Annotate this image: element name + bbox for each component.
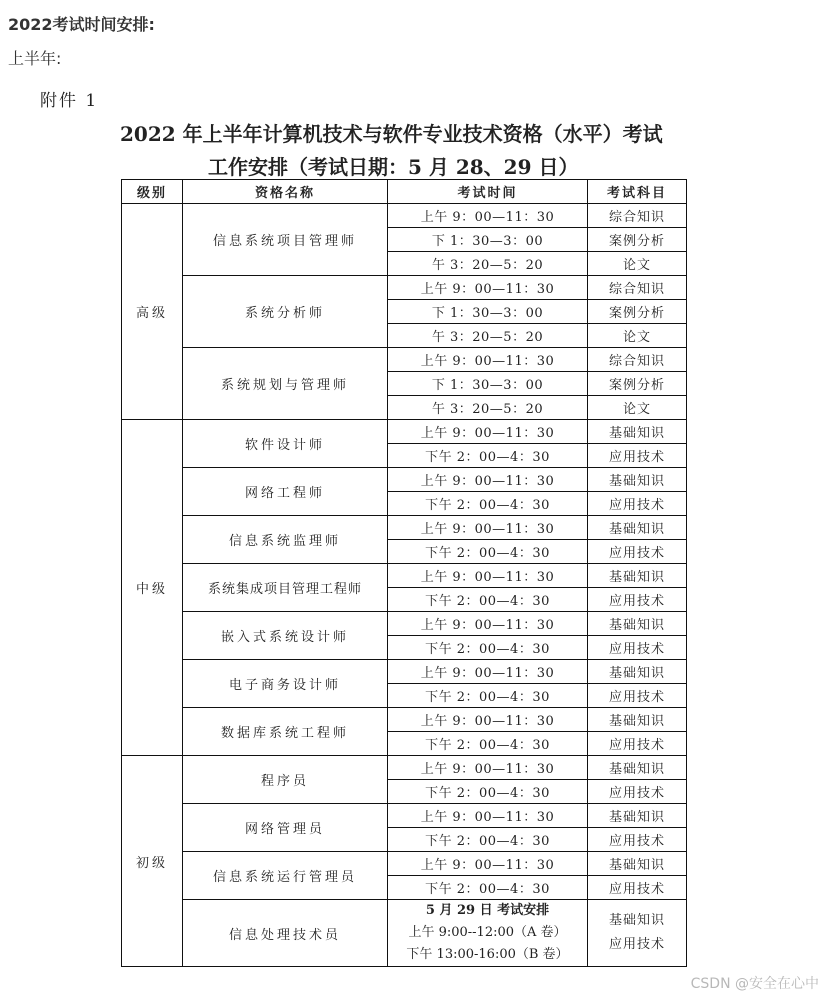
time-cell: 上午 9：00—11：30 xyxy=(388,348,588,372)
time-cell: 下 1：30—3：00 xyxy=(388,372,588,396)
time-cell: 上午 9：00—11：30 xyxy=(388,564,588,588)
table-header-row xyxy=(122,180,687,204)
qualification-cell: 数据库系统工程师 xyxy=(183,708,388,756)
level-cell-high: 高级 xyxy=(122,204,183,420)
subject-cell: 应用技术 xyxy=(588,780,687,804)
time-cell: 上午 9：00—11：30 xyxy=(388,468,588,492)
subject-cell: 应用技术 xyxy=(588,828,687,852)
qualification-cell: 信息系统监理师 xyxy=(183,516,388,564)
subject-cell: 案例分析 xyxy=(588,372,687,396)
qualification-cell: 网络工程师 xyxy=(183,468,388,516)
document-title: 2022 年上半年计算机技术与软件专业技术资格（水平）考试 xyxy=(120,122,663,146)
subject-cell: 应用技术 xyxy=(588,732,687,756)
qualification-cell: 嵌入式系统设计师 xyxy=(183,612,388,660)
subject-cell: 应用技术 xyxy=(588,444,687,468)
subject-cell: 基础知识 xyxy=(588,708,687,732)
qualification-cell: 系统规划与管理师 xyxy=(183,348,388,420)
time-cell: 下 1：30—3：00 xyxy=(388,228,588,252)
subject-cell: 基础知识 xyxy=(588,804,687,828)
exam-schedule-table xyxy=(121,179,687,967)
subject-cell: 论文 xyxy=(588,324,687,348)
qualification-cell: 系统集成项目管理工程师 xyxy=(183,564,388,612)
special-schedule-cell xyxy=(388,900,588,967)
qualification-cell: 软件设计师 xyxy=(183,420,388,468)
table-row xyxy=(122,204,687,228)
subject-cell: 基础知识 xyxy=(588,612,687,636)
qualification-cell: 信息系统运行管理员 xyxy=(183,852,388,900)
half-year-label: 上半年: xyxy=(8,49,62,68)
time-cell: 下午 2：00—4：30 xyxy=(388,876,588,900)
subject-cell: 应用技术 xyxy=(588,684,687,708)
time-cell: 下午 2：00—4：30 xyxy=(388,828,588,852)
subject-cell: 应用技术 xyxy=(588,492,687,516)
time-cell: 下午 2：00—4：30 xyxy=(388,444,588,468)
special-afternoon-time: 下午 13:00-16:00（B 卷） xyxy=(406,947,569,962)
time-cell: 下午 2：00—4：30 xyxy=(388,636,588,660)
time-cell: 午 3：20—5：20 xyxy=(388,324,588,348)
subject-cell: 案例分析 xyxy=(588,300,687,324)
time-cell: 上午 9：00—11：30 xyxy=(388,804,588,828)
table-row xyxy=(122,420,687,444)
table-row xyxy=(122,660,687,684)
table-row xyxy=(122,468,687,492)
time-cell: 上午 9：00—11：30 xyxy=(388,708,588,732)
table-row xyxy=(122,516,687,540)
subject-cell: 论文 xyxy=(588,252,687,276)
time-cell: 下 1：30—3：00 xyxy=(388,300,588,324)
time-cell: 下午 2：00—4：30 xyxy=(388,540,588,564)
subject-cell: 综合知识 xyxy=(588,348,687,372)
subject-cell: 综合知识 xyxy=(588,276,687,300)
time-cell: 上午 9：00—11：30 xyxy=(388,204,588,228)
subject-cell: 基础知识 xyxy=(588,756,687,780)
subject-cell: 应用技术 xyxy=(588,636,687,660)
time-cell: 上午 9：00—11：30 xyxy=(388,420,588,444)
qualification-cell: 信息处理技术员 xyxy=(183,900,388,967)
time-cell: 下午 2：00—4：30 xyxy=(388,732,588,756)
csdn-watermark: CSDN @安全在心中 xyxy=(690,976,819,992)
time-cell: 午 3：20—5：20 xyxy=(388,252,588,276)
subject-cell: 综合知识 xyxy=(588,204,687,228)
time-cell: 上午 9：00—11：30 xyxy=(388,756,588,780)
time-cell: 下午 2：00—4：30 xyxy=(388,780,588,804)
time-cell: 下午 2：00—4：30 xyxy=(388,588,588,612)
document-subtitle: 工作安排（考试日期：5 月 28、29 日） xyxy=(208,155,579,179)
special-morning-time: 上午 9:00--12:00（A 卷） xyxy=(408,925,567,940)
qualification-cell: 电子商务设计师 xyxy=(183,660,388,708)
subject-cell: 基础知识 xyxy=(588,564,687,588)
time-cell: 上午 9：00—11：30 xyxy=(388,276,588,300)
level-cell-low: 初级 xyxy=(122,756,183,967)
page-heading: 2022考试时间安排: xyxy=(8,15,155,34)
header-level: 级别 xyxy=(122,180,183,204)
subject-cell: 案例分析 xyxy=(588,228,687,252)
level-cell-mid: 中级 xyxy=(122,420,183,756)
table-row xyxy=(122,348,687,372)
subject-cell: 基础知识 xyxy=(588,420,687,444)
subject-cell: 基础知识 xyxy=(588,468,687,492)
time-cell: 上午 9：00—11：30 xyxy=(388,852,588,876)
special-subject-2: 应用技术 xyxy=(608,937,665,952)
subject-cell: 应用技术 xyxy=(588,588,687,612)
attachment-label: 附件 1 xyxy=(40,91,99,111)
table-row xyxy=(122,804,687,828)
subject-cell: 基础知识 xyxy=(588,852,687,876)
time-cell: 上午 9：00—11：30 xyxy=(388,516,588,540)
table-row xyxy=(122,852,687,876)
header-exam-subject: 考试科目 xyxy=(588,180,687,204)
time-cell: 午 3：20—5：20 xyxy=(388,396,588,420)
table-row xyxy=(122,564,687,588)
time-cell: 下午 2：00—4：30 xyxy=(388,684,588,708)
table-row xyxy=(122,276,687,300)
table-row xyxy=(122,612,687,636)
subject-cell: 基础知识 xyxy=(588,516,687,540)
time-cell: 下午 2：00—4：30 xyxy=(388,492,588,516)
header-qualification: 资格名称 xyxy=(183,180,388,204)
qualification-cell: 信息系统项目管理师 xyxy=(183,204,388,276)
special-subject-cell xyxy=(588,900,687,967)
subject-cell: 应用技术 xyxy=(588,876,687,900)
subject-cell: 应用技术 xyxy=(588,540,687,564)
table-row xyxy=(122,708,687,732)
special-subject-1: 基础知识 xyxy=(608,913,665,928)
special-date-heading: 5 月 29 日 考试安排 xyxy=(425,903,550,918)
subject-cell: 论文 xyxy=(588,396,687,420)
qualification-cell: 系统分析师 xyxy=(183,276,388,348)
qualification-cell: 程序员 xyxy=(183,756,388,804)
time-cell: 上午 9：00—11：30 xyxy=(388,660,588,684)
qualification-cell: 网络管理员 xyxy=(183,804,388,852)
table-row xyxy=(122,756,687,780)
header-exam-time: 考试时间 xyxy=(388,180,588,204)
subject-cell: 基础知识 xyxy=(588,660,687,684)
time-cell: 上午 9：00—11：30 xyxy=(388,612,588,636)
